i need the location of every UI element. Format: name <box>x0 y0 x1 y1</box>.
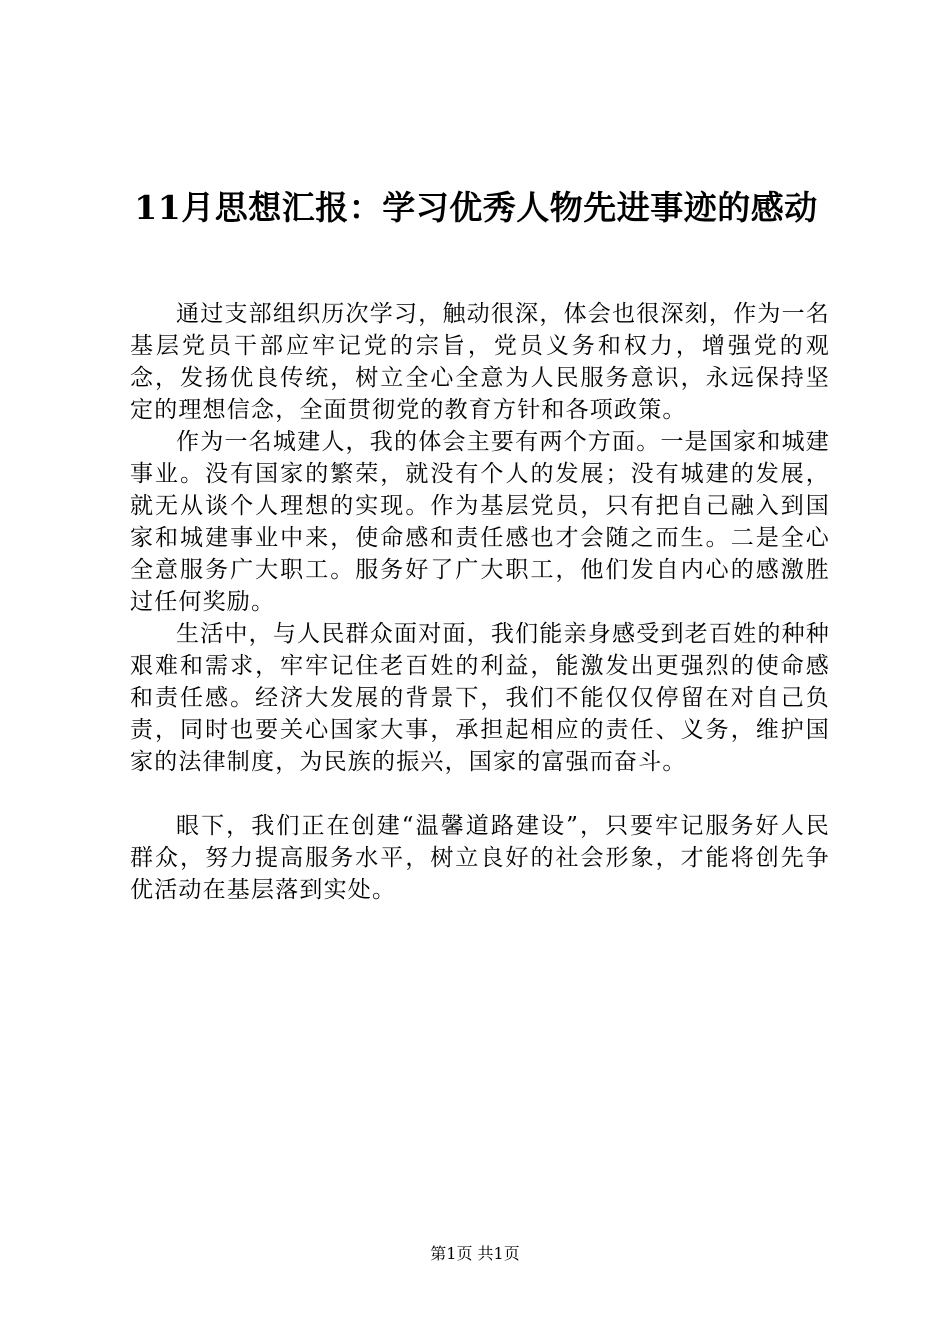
document-title: 11月思想汇报：学习优秀人物先进事迹的感动 <box>134 188 818 227</box>
paragraph-4: 眼下，我们正在创建“温馨道路建设”，只要牢记服务好人民群众，努力提高服务水平，树立良好的社会形象，才能将创先争优活动在基层落到实处。 <box>130 813 830 903</box>
paragraph-3: 生活中，与人民群众面对面，我们能亲身感受到老百姓的种种艰难和需求，牢牢记住老百姓的利益，能激发出更强烈的使命感和责任感。经济大发展的背景下，我们不能仅仅停留在对自己负责，同时也要关心国家大事，承担起相应的责任、义务，维护国家的法律制度，为民族的振兴，国家的富强而奋斗。 <box>130 621 830 775</box>
document-body <box>130 298 830 906</box>
paragraph-1: 通过支部组织历次学习，触动很深，体会也很深刻，作为一名基层党员干部应牢记党的宗旨，党员义务和权力，增强党的观念，发扬优良传统，树立全心全意为人民服务意识，永远保持坚定的理想信念，全面贯彻党的教育方针和各项政策。 <box>130 301 830 423</box>
page-number-footer: 第1页 共1页 <box>430 1244 520 1263</box>
paragraph-2: 作为一名城建人，我的体会主要有两个方面。一是国家和城建事业。没有国家的繁荣，就没有个人的发展；没有城建的发展，就无从谈个人理想的实现。作为基层党员，只有把自己融入到国家和城建事业中来，使命感和责任感也才会随之而生。二是全心全意服务广大职工。服务好了广大职工，他们发自内心的感激胜过任何奖励。 <box>130 429 830 615</box>
